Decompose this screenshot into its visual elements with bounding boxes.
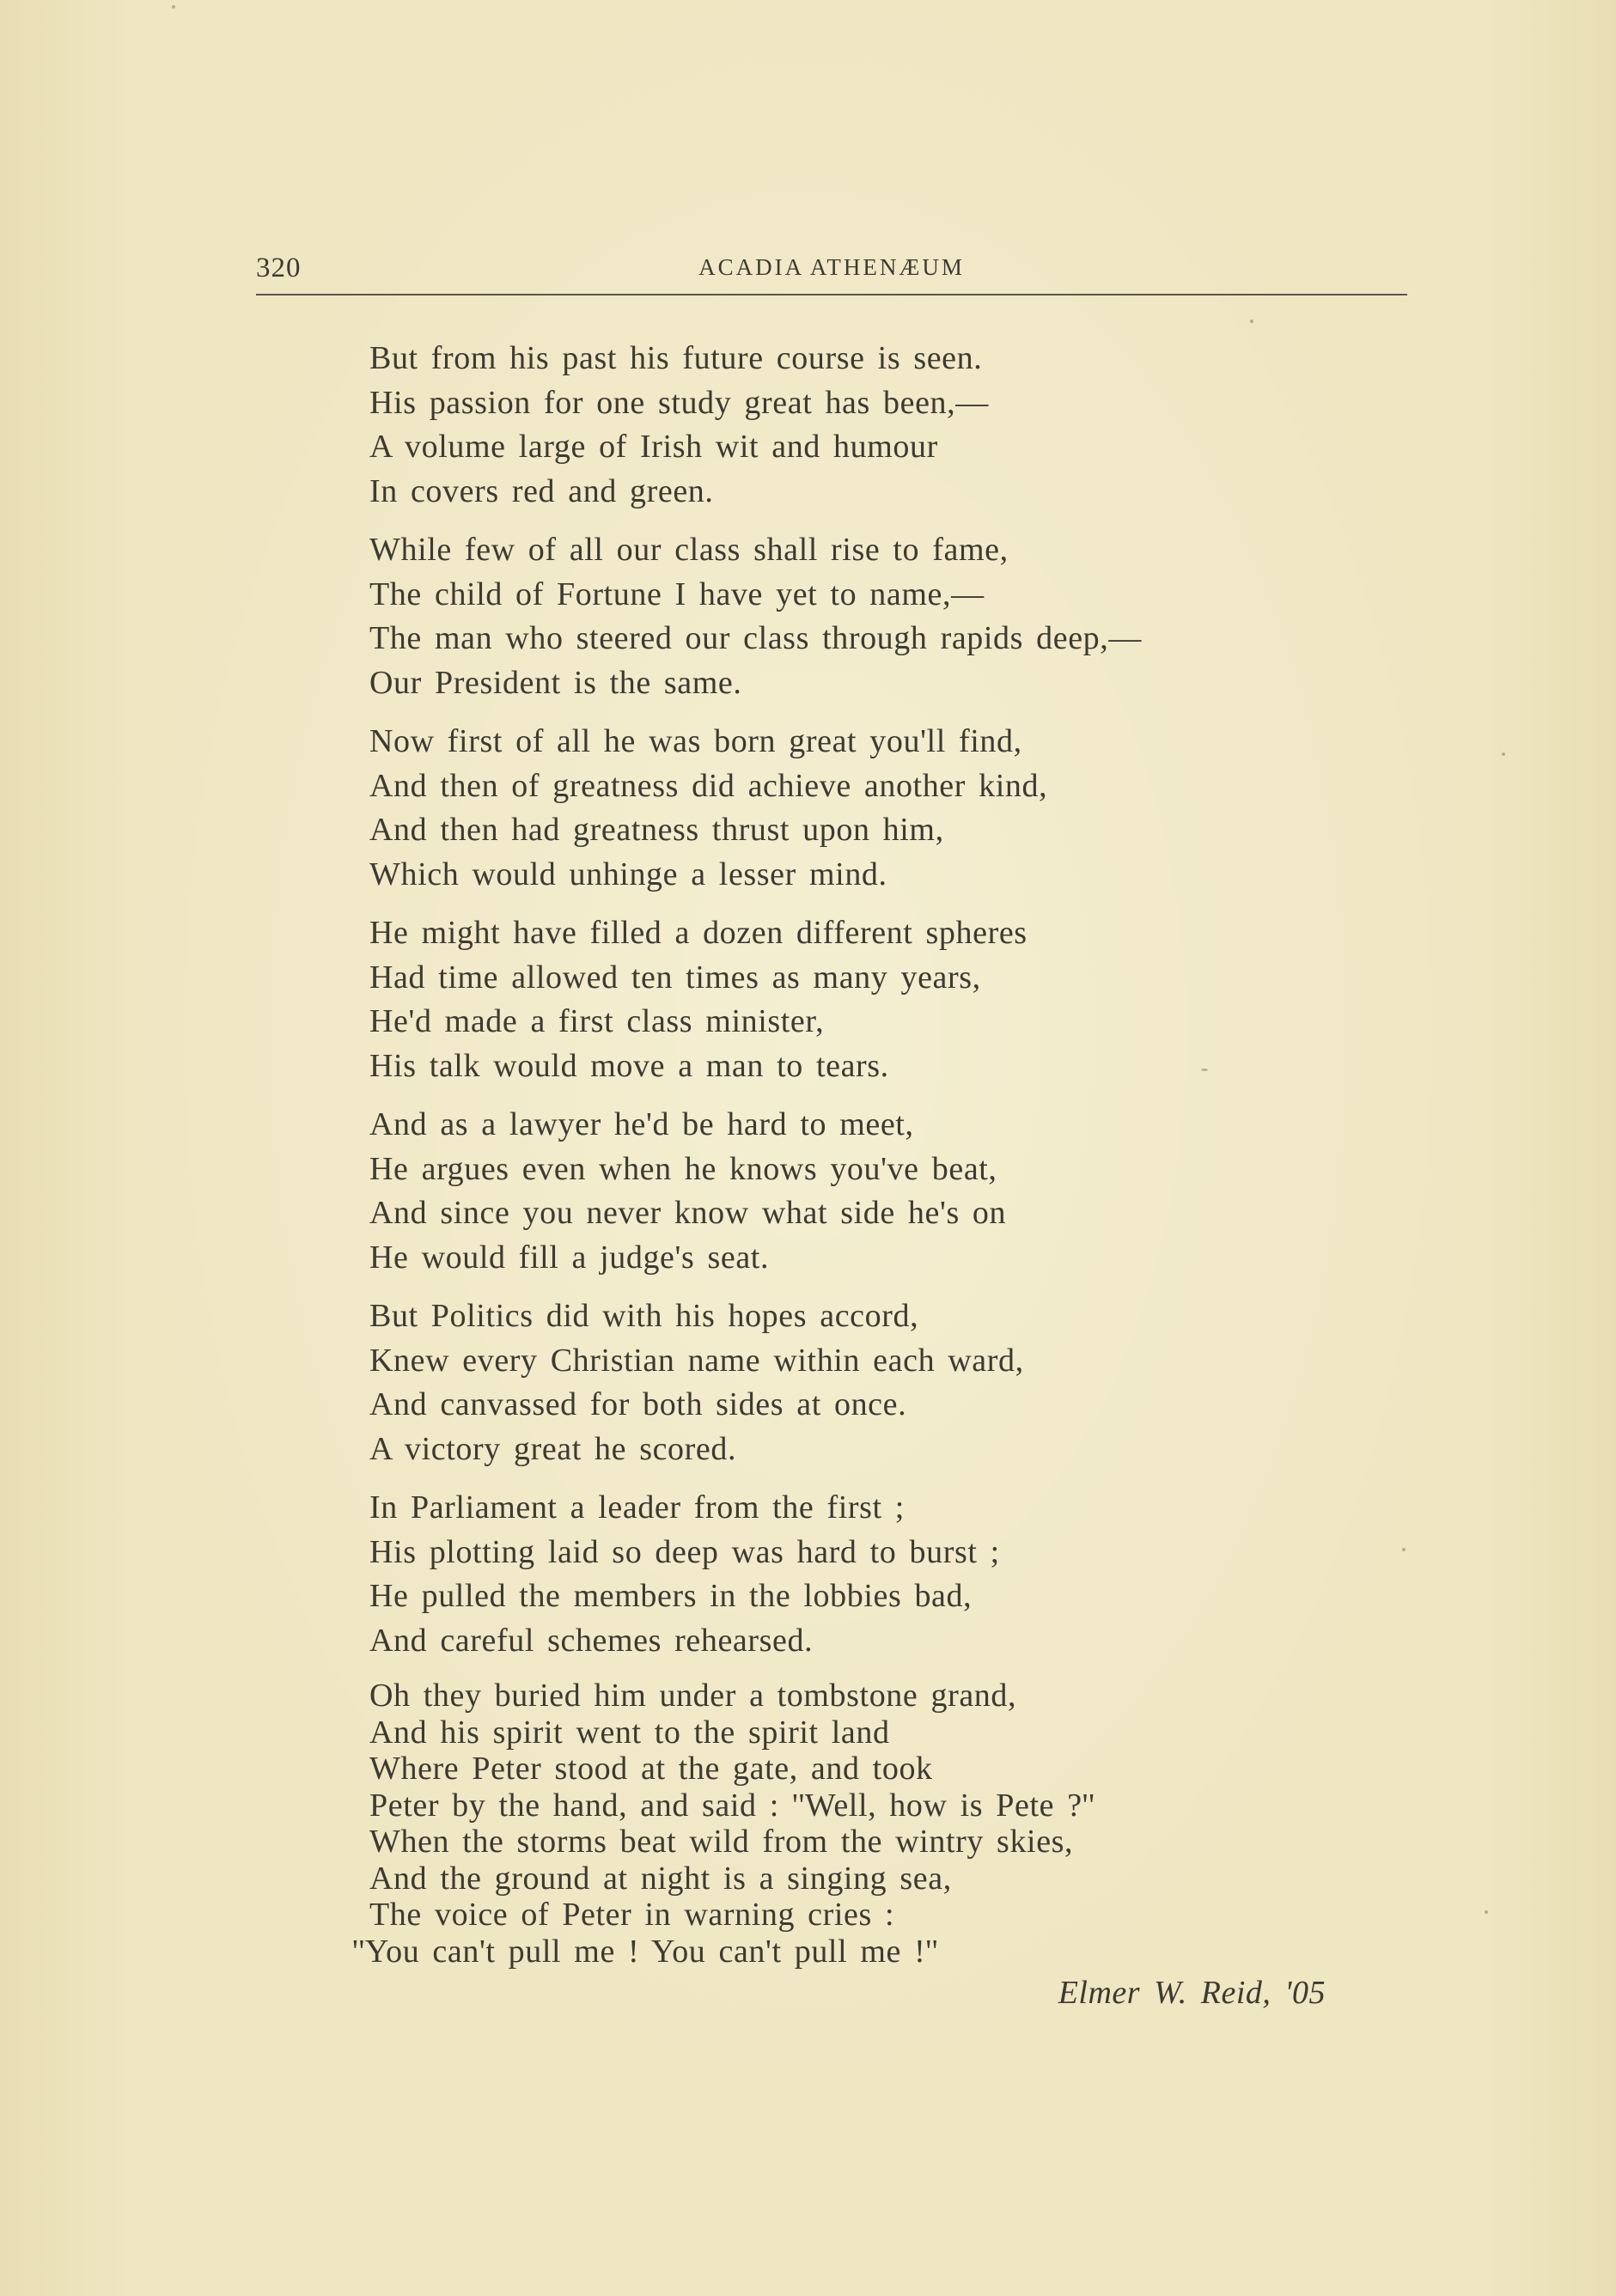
- poem-line: And careful schemes rehearsed.: [369, 1622, 814, 1659]
- poem-line: Where Peter stood at the gate, and took: [369, 1751, 933, 1787]
- stanza: [369, 1103, 1357, 1280]
- poem-line: The child of Fortune I have yet to name,—: [369, 576, 985, 612]
- poem-line: And canvassed for both sides at once.: [369, 1386, 907, 1422]
- poem-line: And then had greatness thrust upon him,: [369, 812, 944, 848]
- poem-line: But from his past his future course is seen.: [369, 340, 983, 376]
- paper-speck: [1485, 1910, 1488, 1914]
- poem-line: He might have filled a dozen different spheres: [369, 915, 1028, 951]
- poem-line: Now first of all he was born great you'll find,: [369, 723, 1022, 759]
- stanza: [352, 1678, 1357, 1970]
- poem-line: A victory great he scored.: [369, 1430, 737, 1467]
- stanza: [369, 1294, 1357, 1471]
- paper-speck: [1502, 752, 1505, 756]
- poem-line: His plotting laid so deep was hard to burst ;: [369, 1533, 1000, 1570]
- poem-line: His passion for one study great has been,—: [369, 384, 989, 421]
- stanza: [369, 911, 1357, 1088]
- poem-line: A volume large of Irish wit and humour: [369, 429, 938, 465]
- paper-speck: [1250, 320, 1253, 323]
- poem-line: In Parliament a leader from the first ;: [369, 1489, 905, 1526]
- poem-line: And his spirit went to the spirit land: [369, 1714, 890, 1751]
- poem-line: He argues even when he knows you've beat,: [369, 1150, 997, 1187]
- stanza: [369, 337, 1357, 514]
- poem-line: In covers red and green.: [369, 472, 714, 509]
- poem-line: He would fill a judge's seat.: [369, 1239, 770, 1276]
- author-signature: Elmer W. Reid, '05: [1058, 1975, 1326, 2011]
- page-number: 320: [256, 253, 302, 283]
- poem: [352, 337, 1357, 1984]
- paper-speck: [1201, 1069, 1208, 1071]
- poem-line: When the storms beat wild from the wintry skies,: [369, 1824, 1074, 1860]
- poem-line: And the ground at night is a singing sea,: [369, 1860, 952, 1897]
- poem-line: He pulled the members in the lobbies bad,: [369, 1578, 973, 1614]
- poem-line: And as a lawyer he'd be hard to meet,: [369, 1106, 914, 1142]
- poem-line: But Politics did with his hopes accord,: [369, 1298, 919, 1334]
- poem-line: He'd made a first class minister,: [369, 1003, 825, 1039]
- poem-line: While few of all our class shall rise to fame,: [369, 532, 1009, 568]
- paper-speck: [1402, 1548, 1406, 1551]
- poem-line: His talk would move a man to tears.: [369, 1047, 889, 1084]
- stanza: [369, 1486, 1357, 1663]
- poem-line: The voice of Peter in warning cries :: [369, 1897, 895, 1933]
- stanza: [369, 528, 1357, 705]
- poem-line: Had time allowed ten times as many years,: [369, 959, 981, 996]
- page-header: [256, 246, 1407, 295]
- poem-line: Our President is the same.: [369, 664, 742, 701]
- poem-line: And then of greatness did achieve another kind,: [369, 767, 1048, 804]
- poem-line: Oh they buried him under a tombstone grand,: [369, 1678, 1017, 1714]
- poem-line: Peter by the hand, and said : ''Well, how is Pete ?'': [369, 1787, 1095, 1824]
- poem-line: Which would unhinge a lesser mind.: [369, 856, 887, 892]
- poem-line: ''You can't pull me ! You can't pull me !'': [352, 1933, 939, 1970]
- paper-speck: [172, 5, 175, 9]
- poem-line: And since you never know what side he's on: [369, 1195, 1007, 1231]
- running-title: ACADIA ATHENÆUM: [698, 254, 965, 280]
- poem-line: The man who steered our class through rapids deep,—: [369, 620, 1142, 656]
- poem-line: Knew every Christian name within each ward,: [369, 1342, 1024, 1379]
- stanza: [369, 720, 1357, 897]
